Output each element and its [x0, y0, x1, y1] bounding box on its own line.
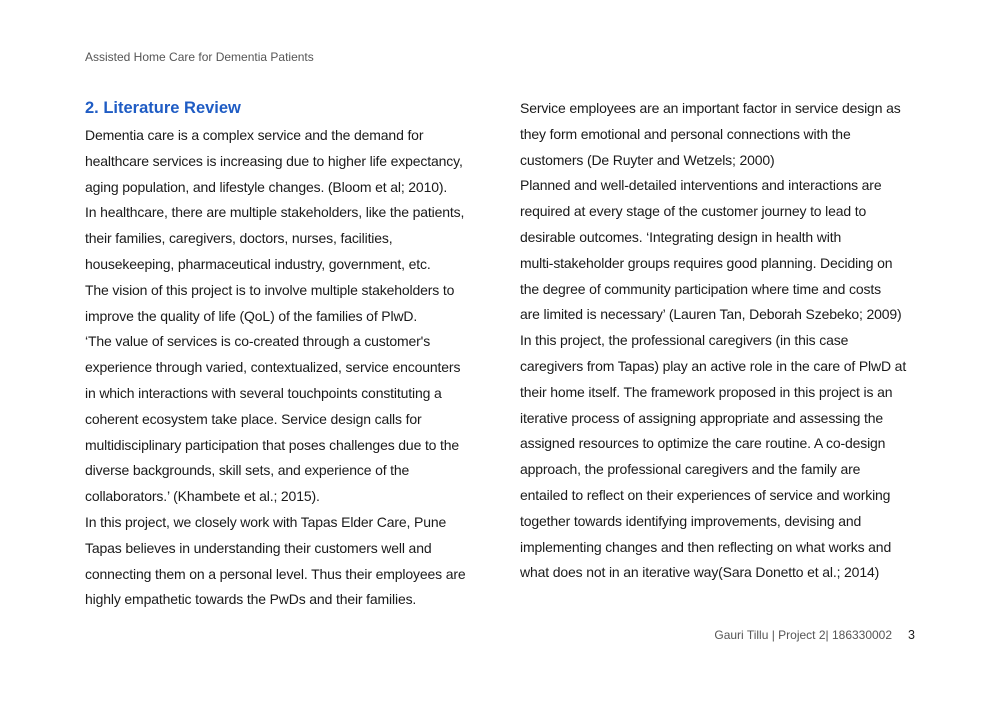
text-line: they form emotional and personal connections with the	[520, 125, 851, 142]
text-line: their families, caregivers, doctors, nurses, facilities,	[85, 230, 393, 247]
text-line: entailed to reflect on their experiences of service and working	[520, 486, 891, 503]
left-column-text	[85, 123, 487, 613]
text-line: connecting them on a personal level. Thus their employees are	[85, 565, 466, 582]
text-line: housekeeping, pharmaceutical industry, government, etc.	[85, 255, 431, 272]
page-number: 3	[908, 628, 915, 642]
text-line: In healthcare, there are multiple stakeholders, like the patients,	[85, 204, 465, 221]
section-heading: 2. Literature Review	[85, 99, 241, 117]
text-line: what does not in an iterative way(Sara Donetto et al.; 2014)	[520, 564, 880, 581]
text-line: Tapas believes in understanding their customers well and	[85, 539, 432, 556]
text-line: highly empathetic towards the PwDs and their families.	[85, 591, 417, 608]
text-line: assigned resources to optimize the care routine. A co-design	[520, 435, 886, 452]
text-line: customers (De Ruyter and Wetzels; 2000)	[520, 151, 775, 168]
text-line: are limited is necessary’ (Lauren Tan, Deborah Szebeko; 2009)	[520, 306, 902, 323]
text-line: experience through varied, contextualized, service encounters	[85, 359, 461, 376]
text-line: multidisciplinary participation that poses challenges due to the	[85, 436, 460, 453]
text-line: implementing changes and then reflecting on what works and	[520, 538, 892, 555]
text-line: together towards identifying improvements, devising and	[520, 512, 862, 529]
text-line: Planned and well-detailed interventions and interactions are	[520, 177, 882, 194]
text-line: approach, the professional caregivers and the family are	[520, 461, 861, 478]
text-line: aging population, and lifestyle changes. (Bloom et al; 2010).	[85, 178, 448, 195]
text-line: caregivers from Tapas) play an active role in the care of PlwD at	[520, 357, 907, 374]
text-line: ‘The value of services is co-created through a customer's	[85, 333, 431, 350]
right-column-text	[520, 96, 922, 586]
text-line: required at every stage of the customer journey to lead to	[520, 203, 867, 220]
text-line: improve the quality of life (QoL) of the families of PlwD.	[85, 307, 418, 324]
text-line: in which interactions with several touchpoints constituting a	[85, 384, 442, 401]
right-column	[520, 96, 922, 586]
left-column	[85, 96, 487, 613]
text-line: In this project, we closely work with Tapas Elder Care, Pune	[85, 513, 447, 530]
text-line: iterative process of assigning appropriate and assessing the	[520, 409, 883, 426]
text-line: multi-stakeholder groups requires good planning. Deciding on	[520, 254, 893, 271]
text-line: collaborators.’ (Khambete et al.; 2015).	[85, 488, 320, 505]
page-footer	[650, 628, 915, 642]
text-line: healthcare services is increasing due to higher life expectancy,	[85, 152, 463, 169]
text-line: their home itself. The framework proposed in this project is an	[520, 383, 893, 400]
text-line: the degree of community participation where time and costs	[520, 280, 881, 297]
running-header: Assisted Home Care for Dementia Patients	[85, 50, 314, 64]
footer-author-info: Gauri Tillu | Project 2| 186330002	[714, 628, 893, 642]
text-line: Service employees are an important factor in service design as	[520, 100, 901, 116]
text-line: desirable outcomes. ‘Integrating design in health with	[520, 228, 842, 245]
text-line: The vision of this project is to involve multiple stakeholders to	[85, 281, 455, 298]
text-line: In this project, the professional caregivers (in this case	[520, 332, 849, 349]
text-line: Dementia care is a complex service and the demand for	[85, 127, 424, 143]
text-line: coherent ecosystem take place. Service design calls for	[85, 410, 422, 427]
text-line: diverse backgrounds, skill sets, and experience of the	[85, 462, 410, 479]
